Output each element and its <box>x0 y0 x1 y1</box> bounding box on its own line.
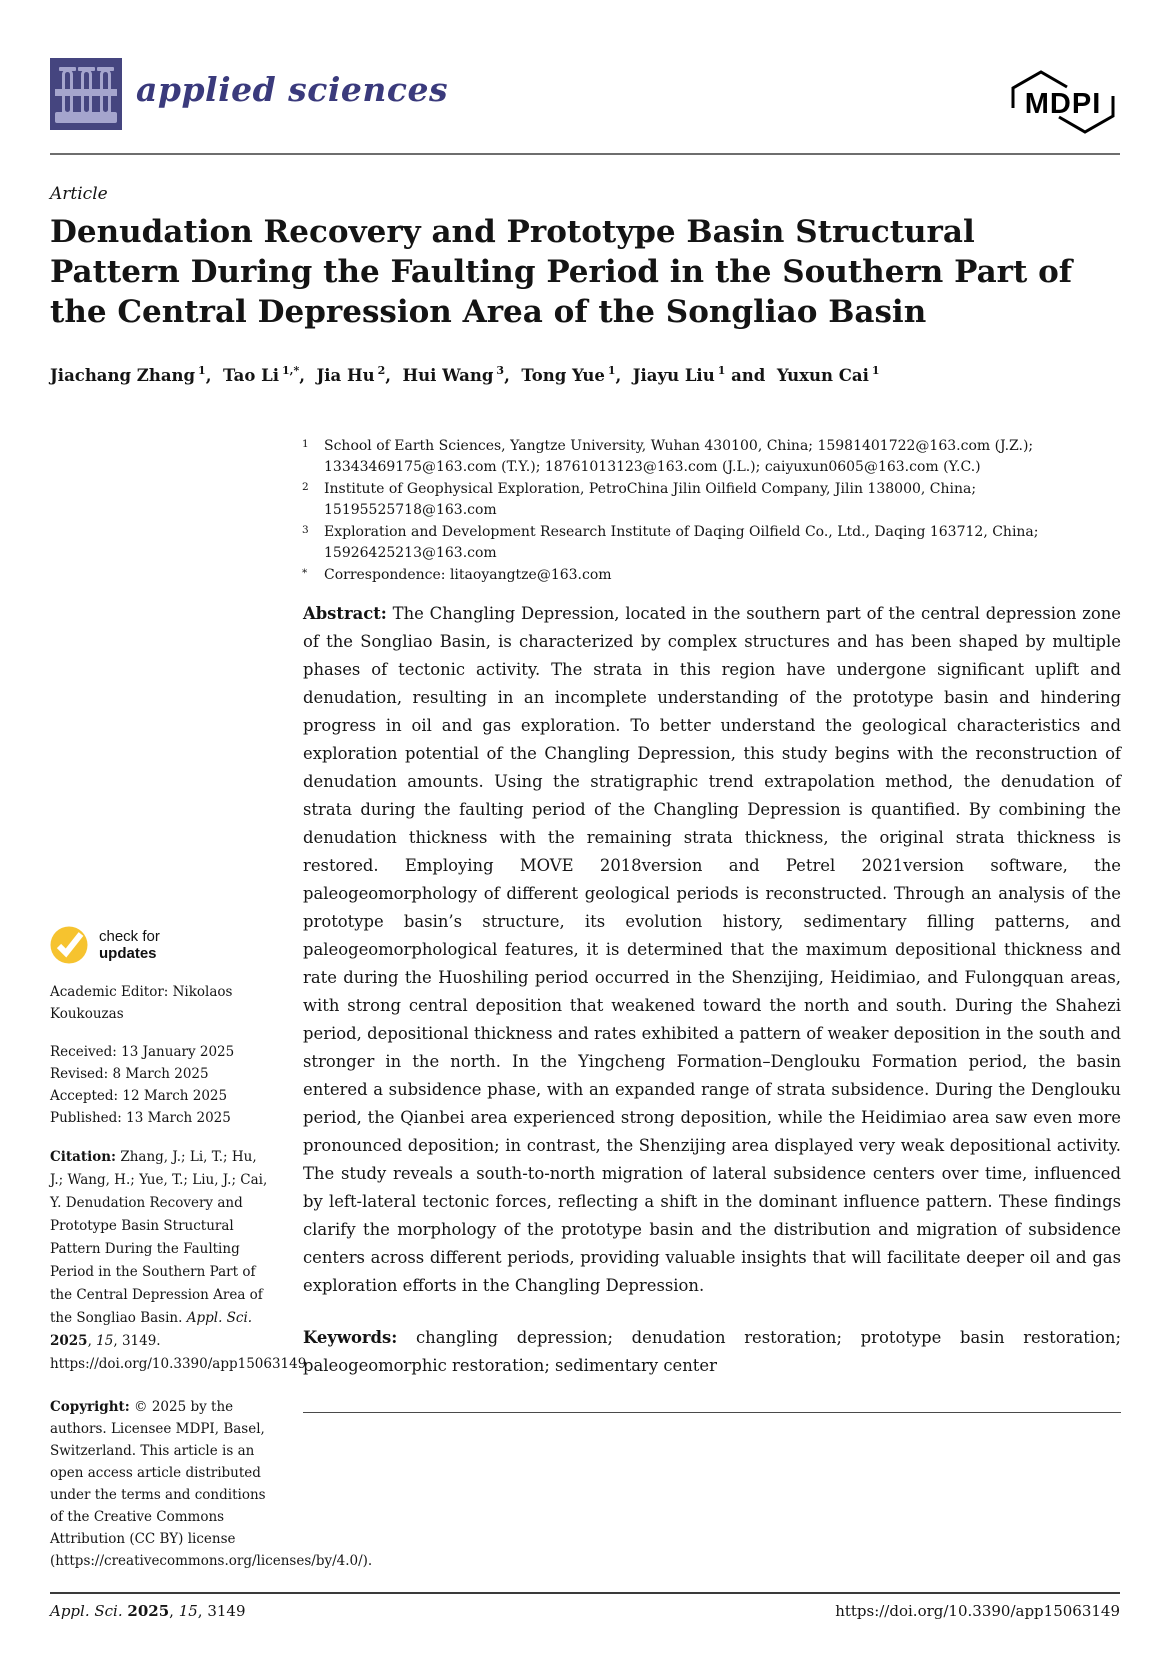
author: Jiachang Zhang $^1$, <box>50 364 218 385</box>
footer-journal-ref: Appl. Sci. 2025, 15, 3149 <box>50 1602 246 1620</box>
affiliations-list <box>300 436 1124 587</box>
keywords-divider <box>303 1412 1121 1413</box>
history-date-line: Accepted: 12 March 2025 <box>50 1088 228 1104</box>
footer-doi-link[interactable]: https://doi.org/10.3390/app15063149 <box>835 1602 1120 1620</box>
author-affiliation-sup: 1 <box>717 364 726 377</box>
author: Hui Wang $^3$, <box>402 364 516 385</box>
affiliation-row <box>300 479 1124 521</box>
author-affiliation-sup: 3 <box>496 364 505 377</box>
affiliation-row <box>300 522 1124 564</box>
affiliation-text: Exploration and Development Research Institute of Daqing Oilfield Co., Ltd., Daqing 163712, China; 15926425213@163.com <box>324 524 1039 561</box>
affiliation-text: Correspondence: litaoyangtze@163.com <box>324 567 612 583</box>
author: Tong Yue $^1$, <box>521 364 627 385</box>
affiliation-marker: 2 <box>302 481 309 493</box>
page-title: Denudation Recovery and Prototype Basin Structural Pattern During the Faulting Period in the Southern Part of the Central Depression Area of the Songliao Basin <box>50 214 1073 330</box>
keywords-text: changling depression; denudation restoration; prototype basin restoration; paleogeomorphic restoration; sedimentary center <box>303 1328 1121 1375</box>
affiliation-marker: 3 <box>302 524 309 536</box>
keywords-paragraph <box>303 1324 1121 1380</box>
citation-block: Citation: Zhang, J.; Li, T.; Hu, J.; Wang, H.; Yue, T.; Liu, J.; Cai, Y. Denudation Recovery and Prototype Basin Structural Pattern During the Faulting Period in the Southern Part of the Central Depression Area of the Songliao Basin. Appl. Sci. 2025, 15, 3149. https://doi.org/10.3390/app15063149 <box>50 1149 307 1372</box>
author: Tao Li $^{1,*}$, <box>222 364 311 385</box>
keywords-label: Keywords: <box>303 1328 398 1347</box>
author: Yuxun Cai $^1$ <box>776 364 880 385</box>
affiliation-row <box>300 565 1124 586</box>
author-affiliation-sup: 1,* <box>281 364 300 377</box>
history-date-line: Revised: 8 March 2025 <box>50 1066 209 1082</box>
abstract-column <box>303 600 1121 1413</box>
affiliation-text: School of Earth Sciences, Yangtze University, Wuhan 430100, China; 15981401722@163.com (J.Z.); 13343469175@163.com (T.Y.); 18761013123@163.com (J.L.); caiyuxun0605@163.com (Y.C.) <box>324 438 1034 475</box>
check-for-updates-label: check for updates <box>99 928 160 962</box>
copyright-block: Copyright: © 2025 by the authors. Licensee MDPI, Basel, Switzerland. This article is an open access article distributed under the terms and conditions of the Creative Commons Attribution (CC BY) license (https://creativecommons.org/licenses/by/4.0/). <box>50 1399 373 1569</box>
check-for-updates-badge[interactable] <box>50 925 268 965</box>
author-affiliation-sup: 1 <box>198 364 206 377</box>
page-footer <box>50 1602 1120 1620</box>
affiliation-marker: 1 <box>302 438 309 450</box>
abstract-label: Abstract: <box>303 604 387 623</box>
author-byline <box>50 364 1090 385</box>
history-date-line: Received: 13 January 2025 <box>50 1044 235 1060</box>
journal-wordmark: applied sciences <box>136 70 449 109</box>
mdpi-logo-icon <box>1005 68 1121 136</box>
checkmark-icon <box>50 925 90 965</box>
affiliation-row <box>300 436 1124 478</box>
author-affiliation-sup: 2 <box>377 364 386 377</box>
history-date-line: Published: 13 March 2025 <box>50 1110 231 1126</box>
footer-divider <box>50 1592 1120 1594</box>
author: Jiayu Liu $^1$ and <box>632 364 772 385</box>
mdpi-logo-text: MDPI <box>1024 88 1102 120</box>
affiliation-text: Institute of Geophysical Exploration, PetroChina Jilin Oilfield Company, Jilin 138000, China; 15195525718@163.com <box>324 481 977 518</box>
header-divider <box>50 153 1120 155</box>
affiliation-marker: * <box>302 567 308 579</box>
author-affiliation-sup: 1 <box>871 364 880 377</box>
author: Jia Hu $^2$, <box>316 364 397 385</box>
applied-sciences-logo-icon <box>50 58 122 130</box>
article-type-label: Article <box>50 184 108 204</box>
history-dates <box>50 1041 268 1129</box>
author-affiliation-sup: 1 <box>607 364 616 377</box>
academic-editor: Academic Editor: Nikolaos Koukouzas <box>50 984 233 1022</box>
abstract-text: The Changling Depression, located in the southern part of the central depression zone of the Songliao Basin, is characterized by complex structures and has been shaped by multiple phases of tectonic activity. The strata in this region have undergone significant uplift and denudation, resulting in an incomplete understanding of the prototype basin and hindering progress in oil and gas exploration. To better understand the geological characteristics and exploration potential of the Changling Depression, this study begins with the reconstruction of denudation amounts. Using the stratigraphic trend extrapolation method, the denudation of strata during the faulting period of the Changling Depression is quantified. By combining the denudation thickness with the remaining strata thickness, the original strata thickness is restored. Employing MOVE 2018version and Petrel 2021version software, the paleogeomorphology of different geological periods is reconstructed. Through an analysis of the prototype basin’s structure, its evolution history, sedimentary filling patterns, and paleogeomorphological features, it is determined that the maximum depositional thickness and rate during the Huoshiling period occurred in the Shenzijing, Heidimiao, and Fulongquan areas, with strong central deposition that weakened toward the north and south. During the Shahezi period, depositional thickness and rates exhibited a pattern of weaker deposition in the south and stronger in the north. In the Yingcheng Formation–Denglouku Formation period, the basin entered a subsidence phase, with an expanded range of strata subsidence. During the Denglouku period, the Qianbei area experienced strong deposition, while the Heidimiao area saw even more pronounced deposition; in contrast, the Shenzijing area displayed very weak depositional activity. The study reveals a south-to-north migration of lateral subsidence centers over time, influenced by left-lateral tectonic forces, reflecting a shift in the dominant influence pattern. These findings clarify the morphology of the prototype basin and the distribution and migration of subsidence centers across different periods, providing valuable insights that will facilitate deeper oil and gas exploration efforts in the Changling Depression. <box>303 604 1121 1295</box>
abstract-paragraph <box>303 600 1121 1300</box>
